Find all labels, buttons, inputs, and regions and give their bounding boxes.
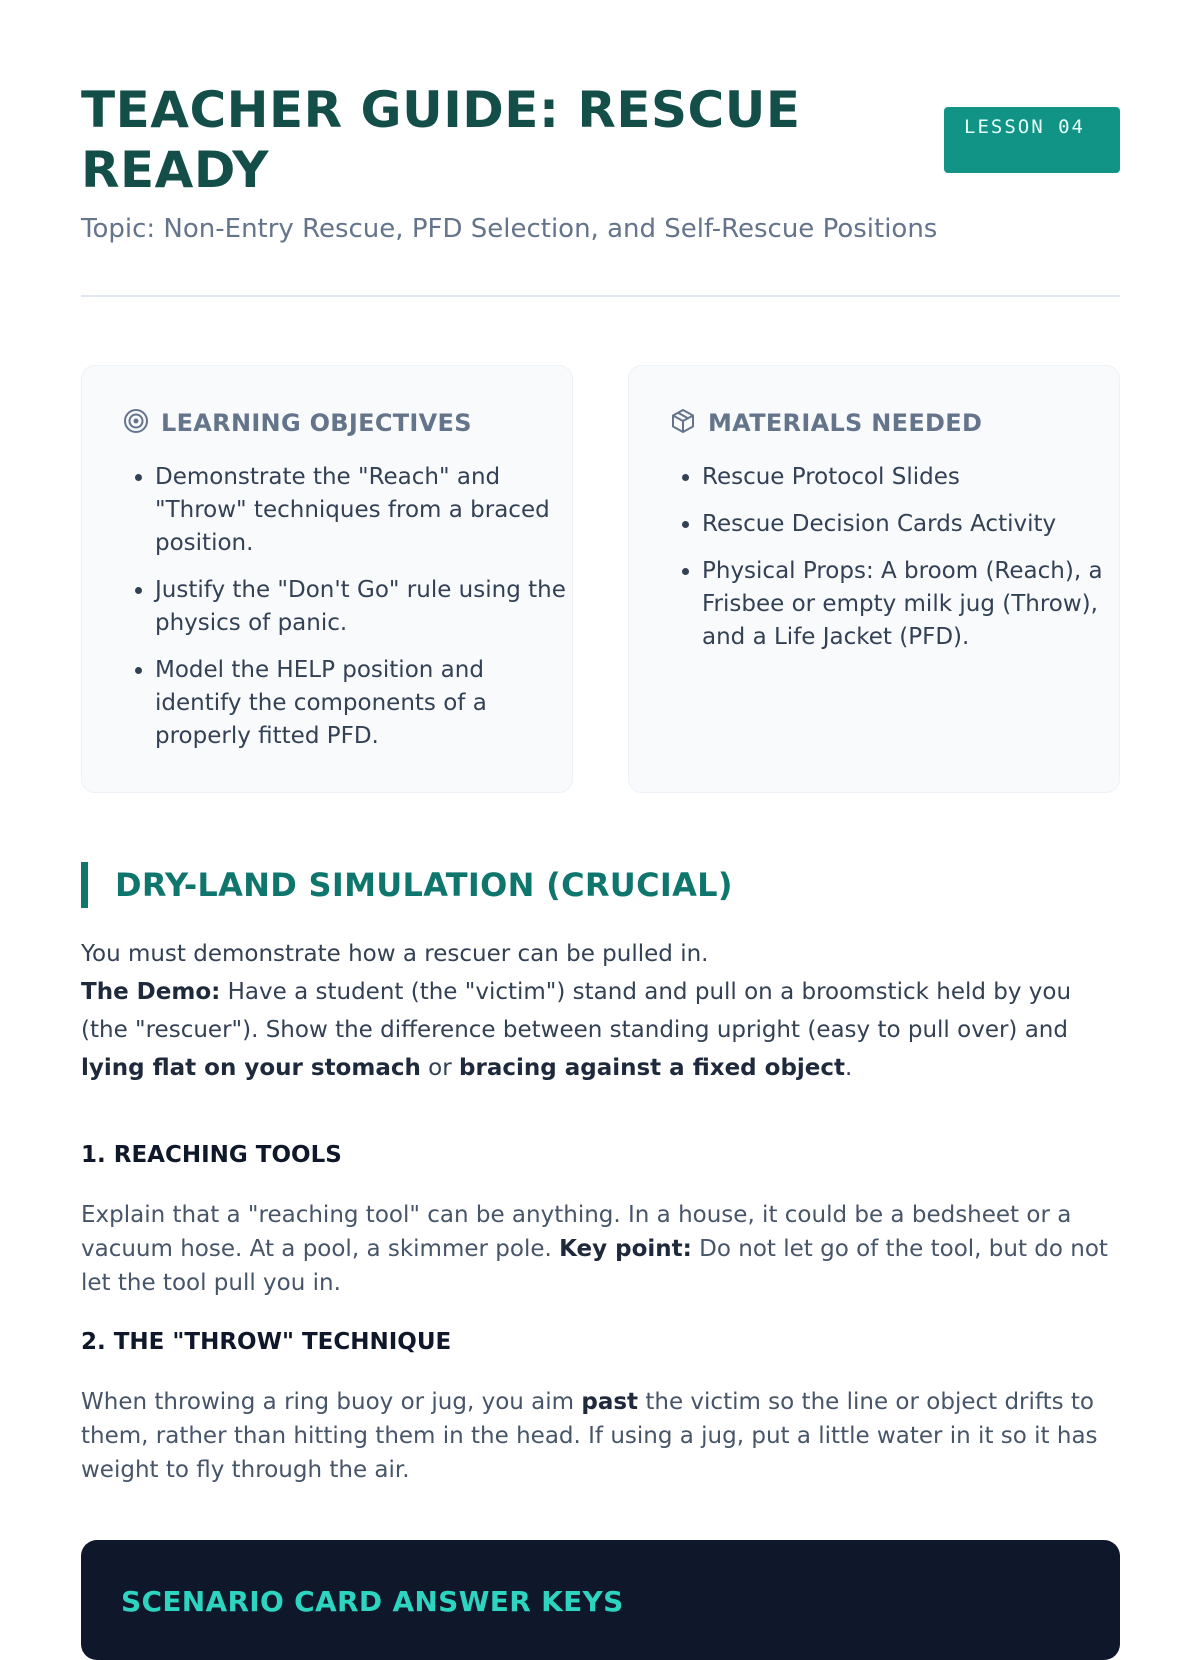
materials-needed-title: MATERIALS NEEDED [708,409,983,437]
reaching-body: Explain that a "reaching tool" can be anything. In a house, it could be a bedsheet or a vacuum hose. At a pool, a skimmer pole. [81,1202,1072,1262]
simulation-section-title: DRY-LAND SIMULATION (CRUCIAL) [81,862,733,908]
throw-body-b: the victim so the line or object drifts to them, rather than hitting them in the head. If using a jug, put a little water in it so it has weight to fly through the air. [81,1389,1098,1483]
learning-objectives-header [123,408,472,438]
objective-item: • Justify the "Don't Go" rule using the physics of panic. [155,574,575,640]
header [81,80,1120,297]
scenario-answer-keys-title: SCENARIO CARD ANSWER KEYS [121,1585,624,1618]
key-point-label: Key point: [559,1236,692,1262]
lesson-badge: LESSON 04 [944,107,1120,173]
objectives-list [123,461,575,767]
target-icon [123,408,149,438]
demo-text: Have a student (the "victim") stand and pull on a broomstick held by you (the "rescuer"). Show the difference between standing upright (easy to pull over) and [81,979,1072,1043]
material-item: • Rescue Decision Cards Activity [702,508,1122,541]
throw-technique-title: 2. THE "THROW" TECHNIQUE [81,1329,452,1355]
demo-end: . [845,1055,853,1081]
reaching-tools-text [81,1198,1120,1300]
topic-subtitle: Topic: Non-Entry Rescue, PFD Selection, and Self-Rescue Positions [81,214,938,244]
demo-bold-lying-flat: lying flat on your stomach [81,1055,421,1081]
simulation-intro: You must demonstrate how a rescuer can be pulled in. [81,941,709,967]
throw-body-a: When throwing a ring buoy or jug, you aim [81,1389,575,1415]
materials-list [670,461,1122,668]
objective-item: • Demonstrate the "Reach" and "Throw" techniques from a braced position. [155,461,575,560]
learning-objectives-title: LEARNING OBJECTIVES [161,409,472,437]
materials-needed-card [628,365,1120,793]
reaching-tools-title: 1. REACHING TOOLS [81,1142,342,1168]
material-item: • Rescue Protocol Slides [702,461,1122,494]
demo-label: The Demo: [81,979,221,1005]
demo-bold-bracing: bracing against a fixed object [459,1055,846,1081]
page-title: TEACHER GUIDE: RESCUE READY [81,81,801,199]
throw-technique-text [81,1385,1120,1487]
box-icon [670,408,696,438]
material-item: • Physical Props: A broom (Reach), a Frisbee or empty milk jug (Throw), and a Life Jacket (PFD). [702,555,1122,654]
materials-needed-header [670,408,982,438]
demo-or: or [428,1055,452,1081]
key-point-text: Do not let go of the tool, but do not let the tool pull you in. [81,1236,1108,1296]
learning-objectives-card [81,365,573,793]
objective-item: • Model the HELP position and identify the components of a properly fitted PFD. [155,654,575,753]
scenario-answer-keys-panel [81,1540,1120,1660]
throw-bold-past: past [581,1389,639,1415]
simulation-body [81,935,1120,1087]
simulation-demo [81,973,1120,1087]
